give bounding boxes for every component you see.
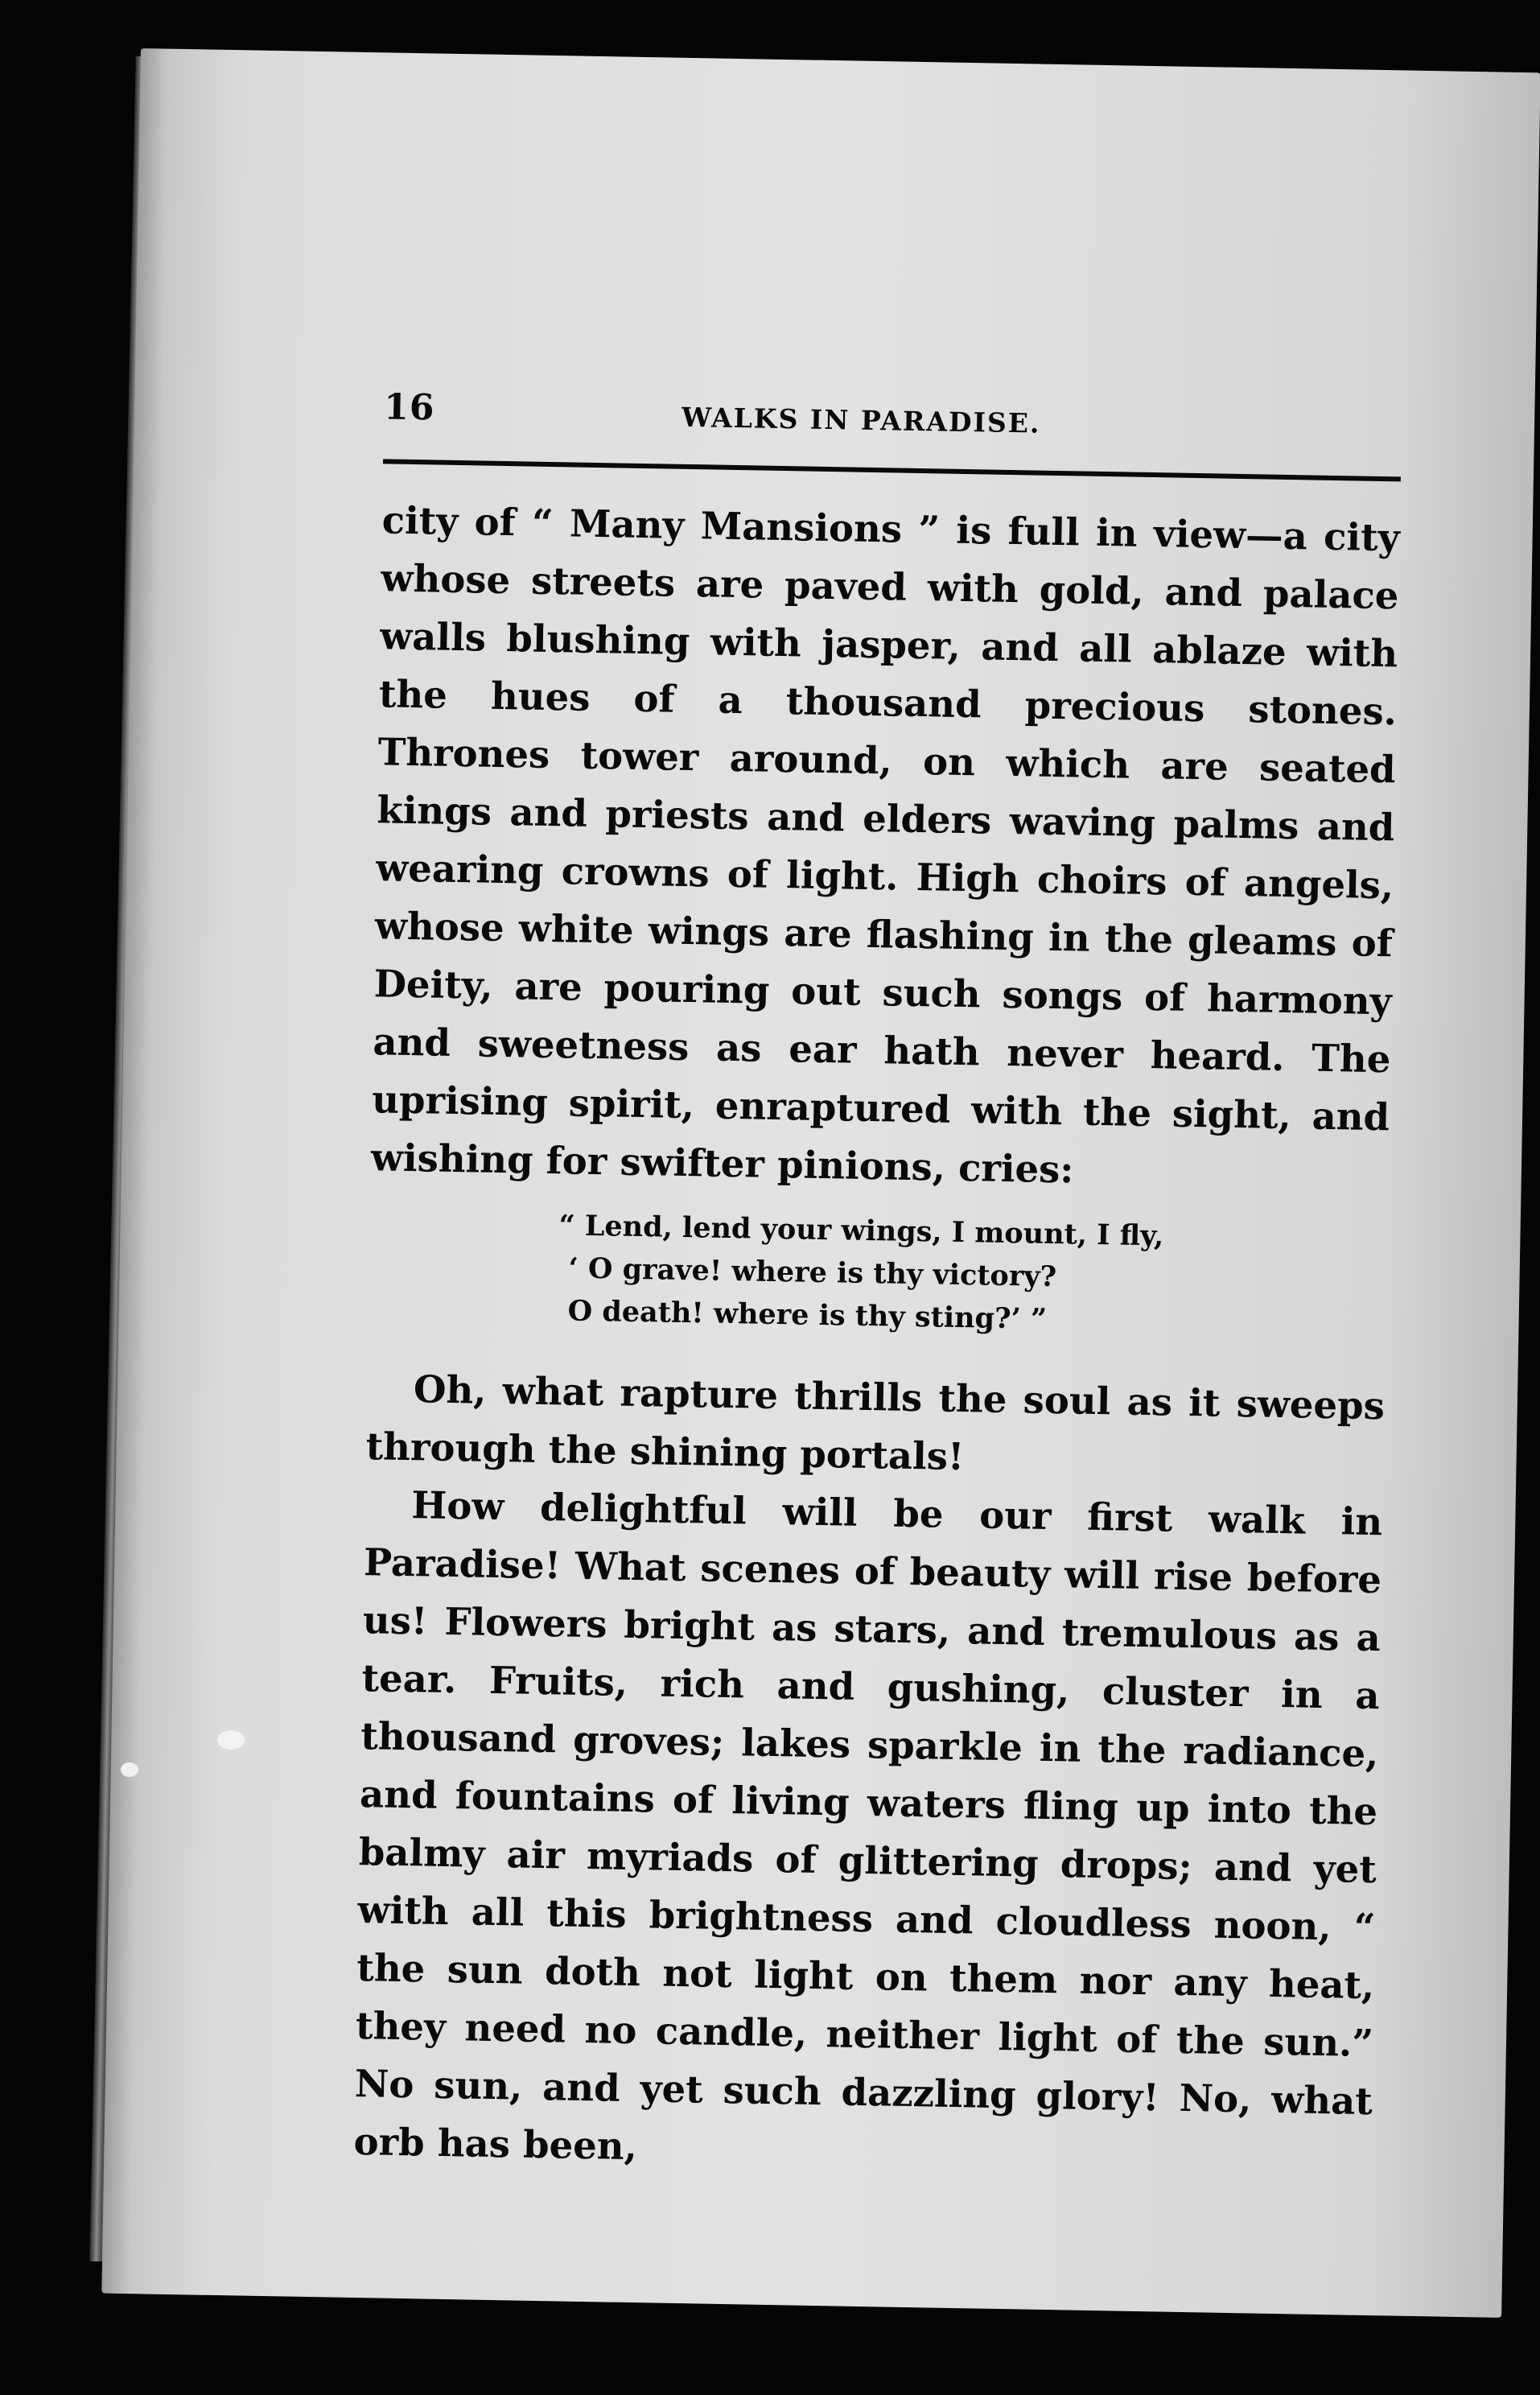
scan-speck xyxy=(217,1730,245,1750)
page-content xyxy=(353,330,1540,2169)
page-number: 16 xyxy=(383,386,435,429)
verse-line-2: ‘ O grave! where is thy victory? xyxy=(568,1251,1057,1294)
paragraph-2: Oh, what rapture thrills the soul as it sweeps through the shining portals! xyxy=(365,1367,1386,1479)
paragraph-3: How delightful will be our first walk in Paradise! What scenes of beauty will rise before us! Flowers bright as stars, and tremulous as a tear. Fruits, rich and gushing, cluster in a thousand groves; lakes sparkle in the radiance, and fountains of living waters fling up into the balmy air myriads of glittering drops; and yet with all this brightness and cloudless noon, “ the sun doth not light on them nor any heat, they need no candle, neither light of the sun.” No sun, and yet such dazzling glory! No, what orb has been, xyxy=(353,1482,1383,2169)
header-rule xyxy=(383,459,1401,481)
verse-line-1: “ Lend, lend your wings, I mount, I fly, xyxy=(558,1209,1164,1253)
body-text xyxy=(353,491,1400,2188)
scan-speck xyxy=(121,1762,138,1777)
verse-quotation xyxy=(368,1201,1388,1346)
running-title: WALKS IN PARADISE. xyxy=(681,401,1041,439)
book-page xyxy=(101,48,1540,2318)
verse-line-3: O death! where is thy sting?’ ” xyxy=(567,1294,1048,1336)
page-header xyxy=(384,330,1540,447)
paragraph-1: city of “ Many Mansions ” is full in view—a city whose streets are paved with gold, and palace walls blushing with jasper, and all ablaze with the hues of a thousand precious stones. Thrones tower around, on which are seated kings and priests and elders waving palms and wearing crowns of light. High choirs of angels, whose white wings are flashing in the gleams of Deity, are pouring out such songs of harmony and sweetness as ear hath never heard. The uprising spirit, enraptured with the sight, and wishing for swifter pinions, cries: xyxy=(370,497,1401,1192)
